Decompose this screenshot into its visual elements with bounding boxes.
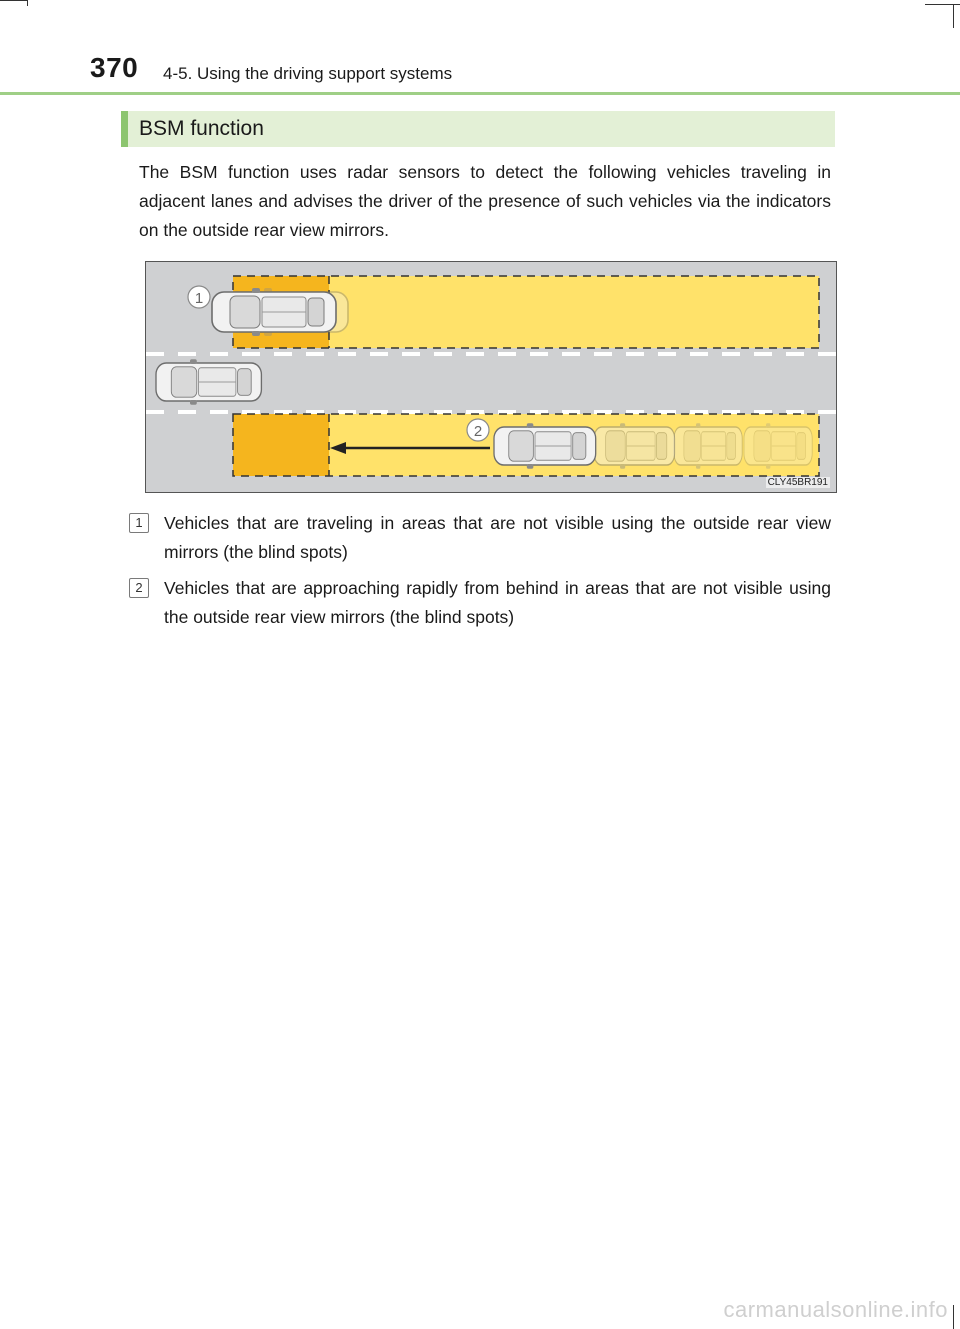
page-header: [0, 0, 960, 100]
section-heading-bar: [121, 111, 835, 147]
list-number-badge: 2: [129, 578, 149, 598]
section-accent: [121, 111, 128, 147]
intro-paragraph: The BSM function uses radar sensors to detect the following vehicles traveling in adjacent lanes and advises the driver of the presence of such vehicles via the indicators on the outside rear view mirrors.: [139, 162, 831, 240]
bsm-figure: [145, 261, 837, 493]
callout-1: [188, 286, 210, 308]
list-item: [129, 509, 831, 567]
bsm-diagram: [146, 262, 836, 492]
watermark: carmanualsonline.info: [723, 1297, 948, 1322]
crop-mark: [953, 1305, 954, 1329]
near-zone-lower: [233, 414, 329, 476]
list-item-text: Vehicles that are traveling in areas that are not visible using the outside rear view mirrors (the blind spots): [164, 513, 831, 562]
header-rule: [0, 92, 960, 95]
section-title: BSM function: [139, 117, 264, 140]
callout-2: [467, 419, 489, 441]
figure-id: CLY45BR191: [767, 477, 828, 488]
chapter-title: 4-5. Using the driving support systems: [163, 64, 453, 83]
list-item-text: Vehicles that are approaching rapidly from behind in areas that are not visible using the outside rear view mirrors (the blind spots): [164, 578, 831, 627]
list-number-badge: 1: [129, 513, 149, 533]
blind-spot-zone-upper: [329, 276, 819, 348]
callout-1-label: 1: [194, 290, 204, 307]
callout-2-label: 2: [473, 423, 483, 440]
list-item: [129, 574, 831, 632]
page-number: 370: [90, 52, 139, 83]
